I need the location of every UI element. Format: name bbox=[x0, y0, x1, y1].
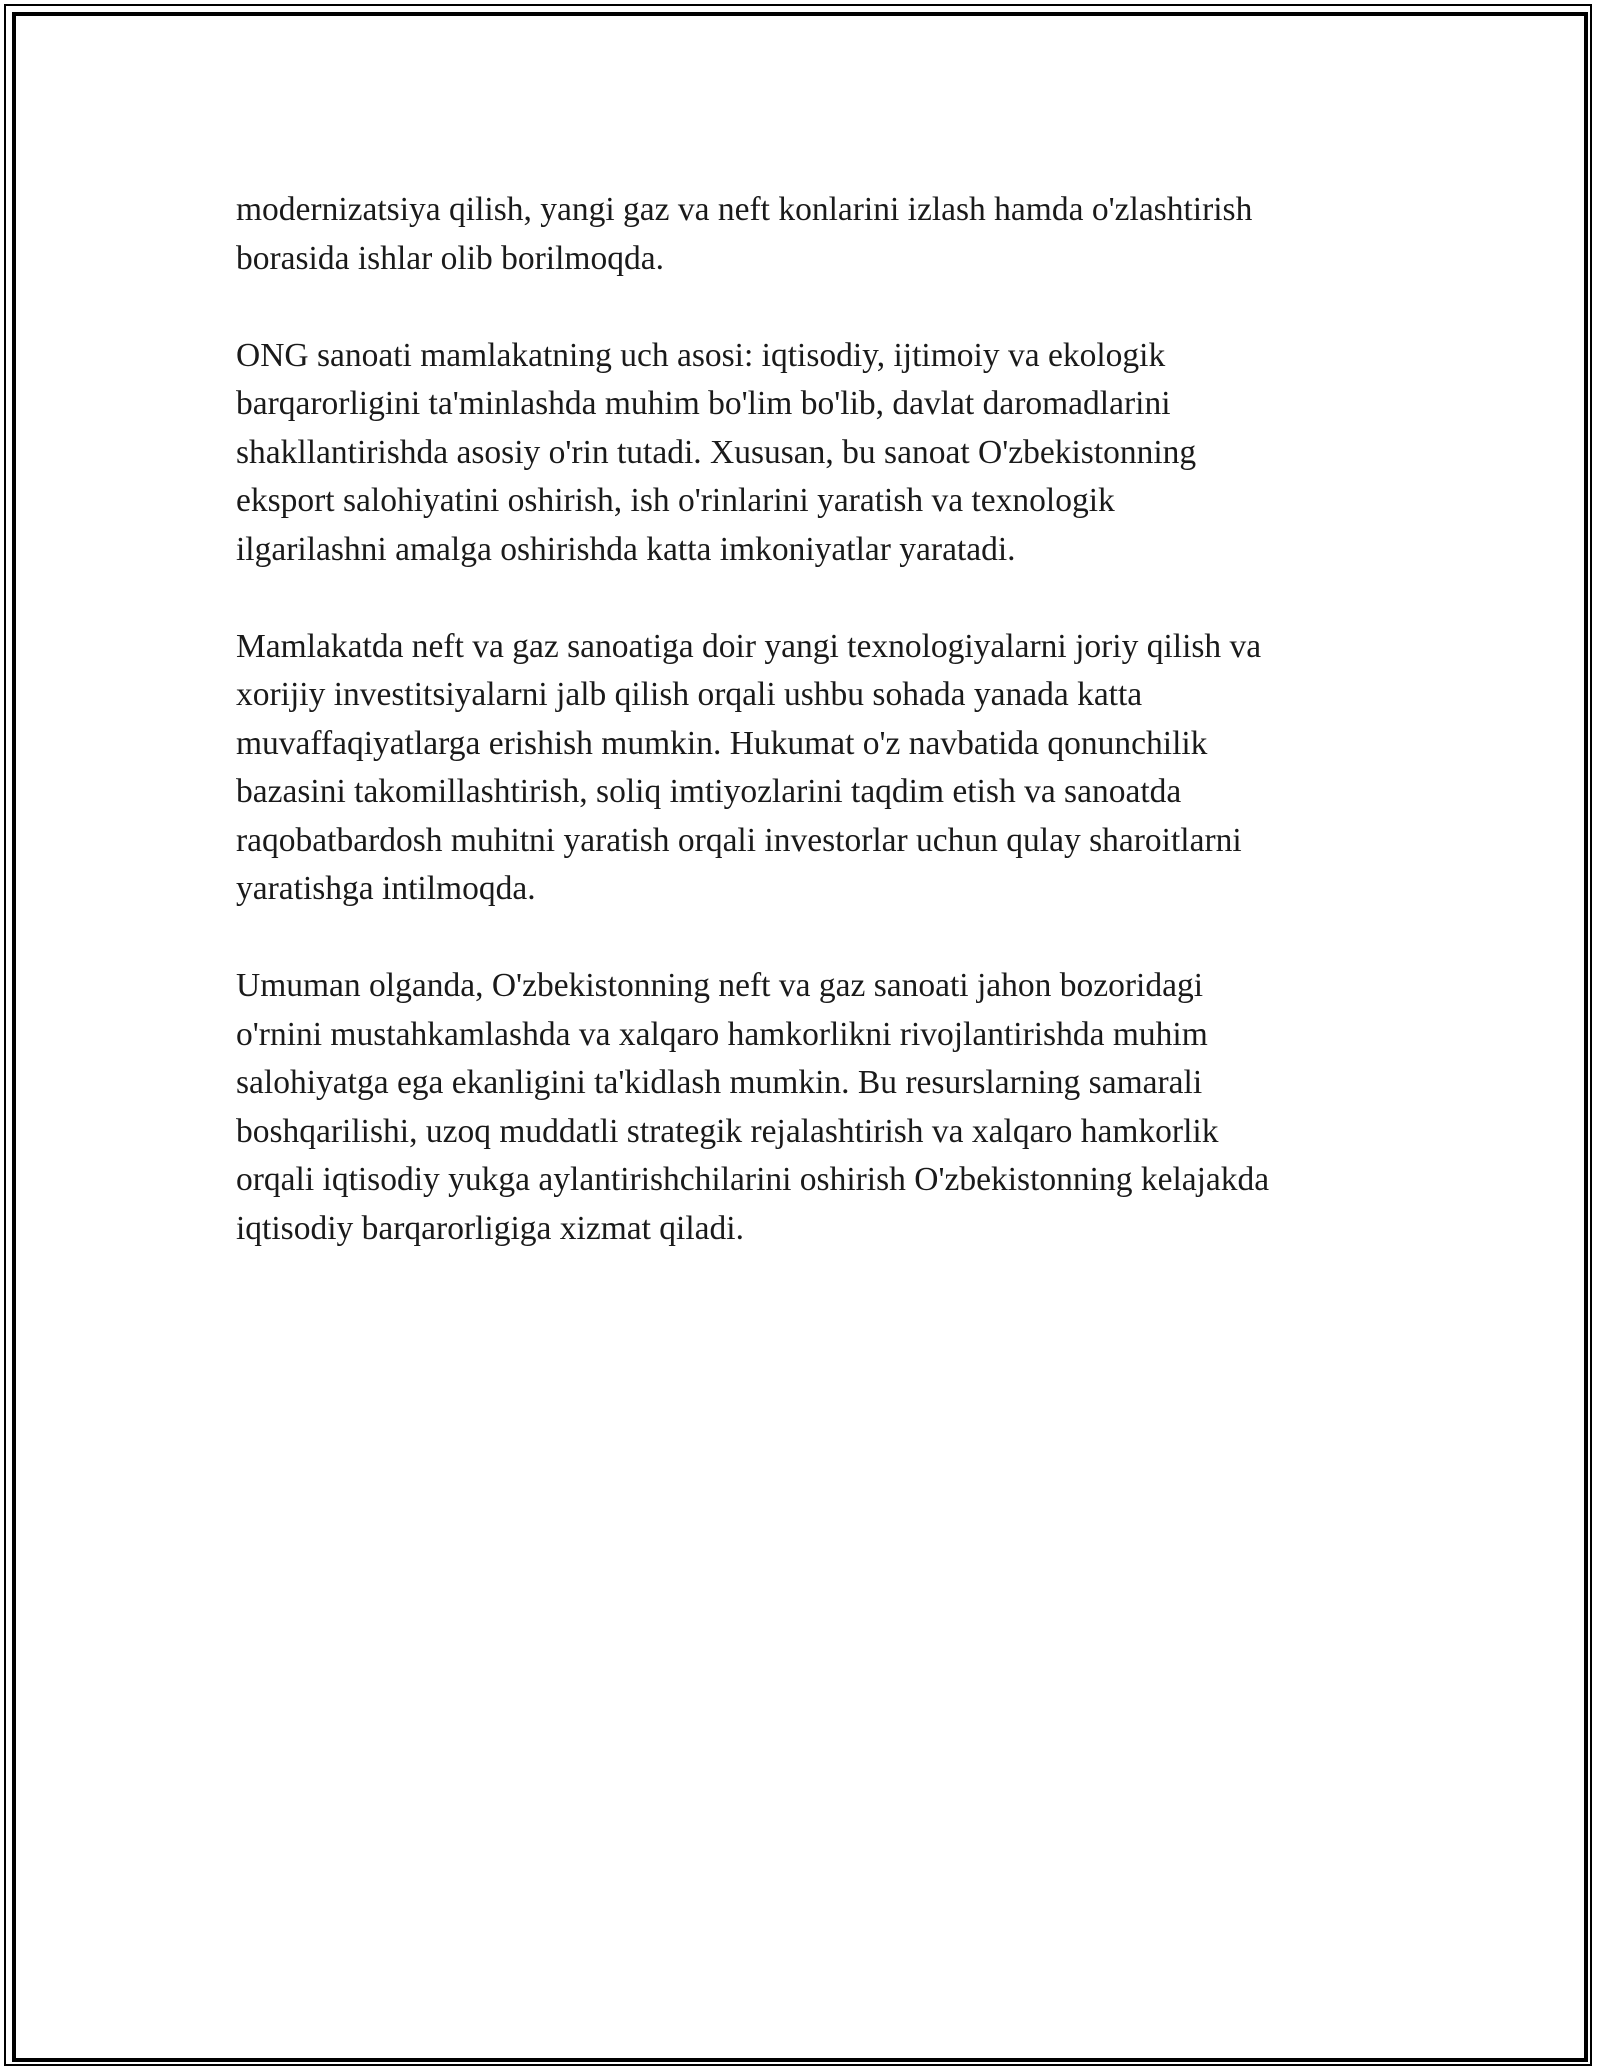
paragraph bbox=[236, 332, 1396, 575]
document-body bbox=[236, 186, 1396, 1302]
text-line: barqarorligini ta'minlashda muhim bo'lim bo'lib, davlat daromadlarini bbox=[236, 385, 1171, 422]
text-line: orqali iqtisodiy yukga aylantirishchilarini oshirish O'zbekistonning kelajakda bbox=[236, 1161, 1270, 1198]
text-line: borasida ishlar olib borilmoqda. bbox=[236, 239, 664, 277]
text-line: yaratishga intilmoqda. bbox=[236, 870, 536, 907]
text-line: muvaffaqiyatlarga erishish mumkin. Hukumat o'z navbatida qonunchilik bbox=[236, 724, 1208, 762]
text-line: Umuman olganda, O'zbekistonning neft va gaz sanoati jahon bozoridagi bbox=[236, 967, 1204, 1004]
text-line: modernizatsiya qilish, yangi gaz va neft konlarini izlash hamda o'zlashtirish bbox=[236, 191, 1253, 228]
text-line: xorijiy investitsiyalarni jalb qilish orqali ushbu sohada yanada katta bbox=[236, 676, 1143, 713]
text-line: salohiyatga ega ekanligini ta'kidlash mumkin. Bu resurslarning samarali bbox=[236, 1064, 1203, 1101]
text-line: eksport salohiyatini oshirish, ish o'rinlarini yaratish va texnologik bbox=[236, 482, 1115, 519]
text-line: shakllantirishda asosiy o'rin tutadi. Xususan, bu sanoat O'zbekistonning bbox=[236, 433, 1197, 471]
text-line: boshqarilishi, uzoq muddatli strategik rejalashtirish va xalqaro hamkorlik bbox=[236, 1112, 1219, 1150]
paragraph bbox=[236, 186, 1396, 283]
paragraph bbox=[236, 623, 1396, 914]
text-line: iqtisodiy barqarorligiga xizmat qiladi. bbox=[236, 1209, 744, 1247]
text-line: bazasini takomillashtirish, soliq imtiyozlarini taqdim etish va sanoatda bbox=[236, 773, 1182, 810]
text-line: raqobatbardosh muhitni yaratish orqali investorlar uchun qulay sharoitlarni bbox=[236, 821, 1242, 859]
paragraph bbox=[236, 962, 1396, 1253]
text-line: Mamlakatda neft va gaz sanoatiga doir yangi texnologiyalarni joriy qilish va bbox=[236, 627, 1262, 665]
text-line: o'rnini mustahkamlashda va xalqaro hamkorlikni rivojlantirishda muhim bbox=[236, 1015, 1208, 1053]
text-line: ONG sanoati mamlakatning uch asosi: iqtisodiy, ijtimoiy va ekologik bbox=[236, 336, 1166, 374]
text-line: ilgarilashni amalga oshirishda katta imkoniyatlar yaratadi. bbox=[236, 530, 1016, 568]
